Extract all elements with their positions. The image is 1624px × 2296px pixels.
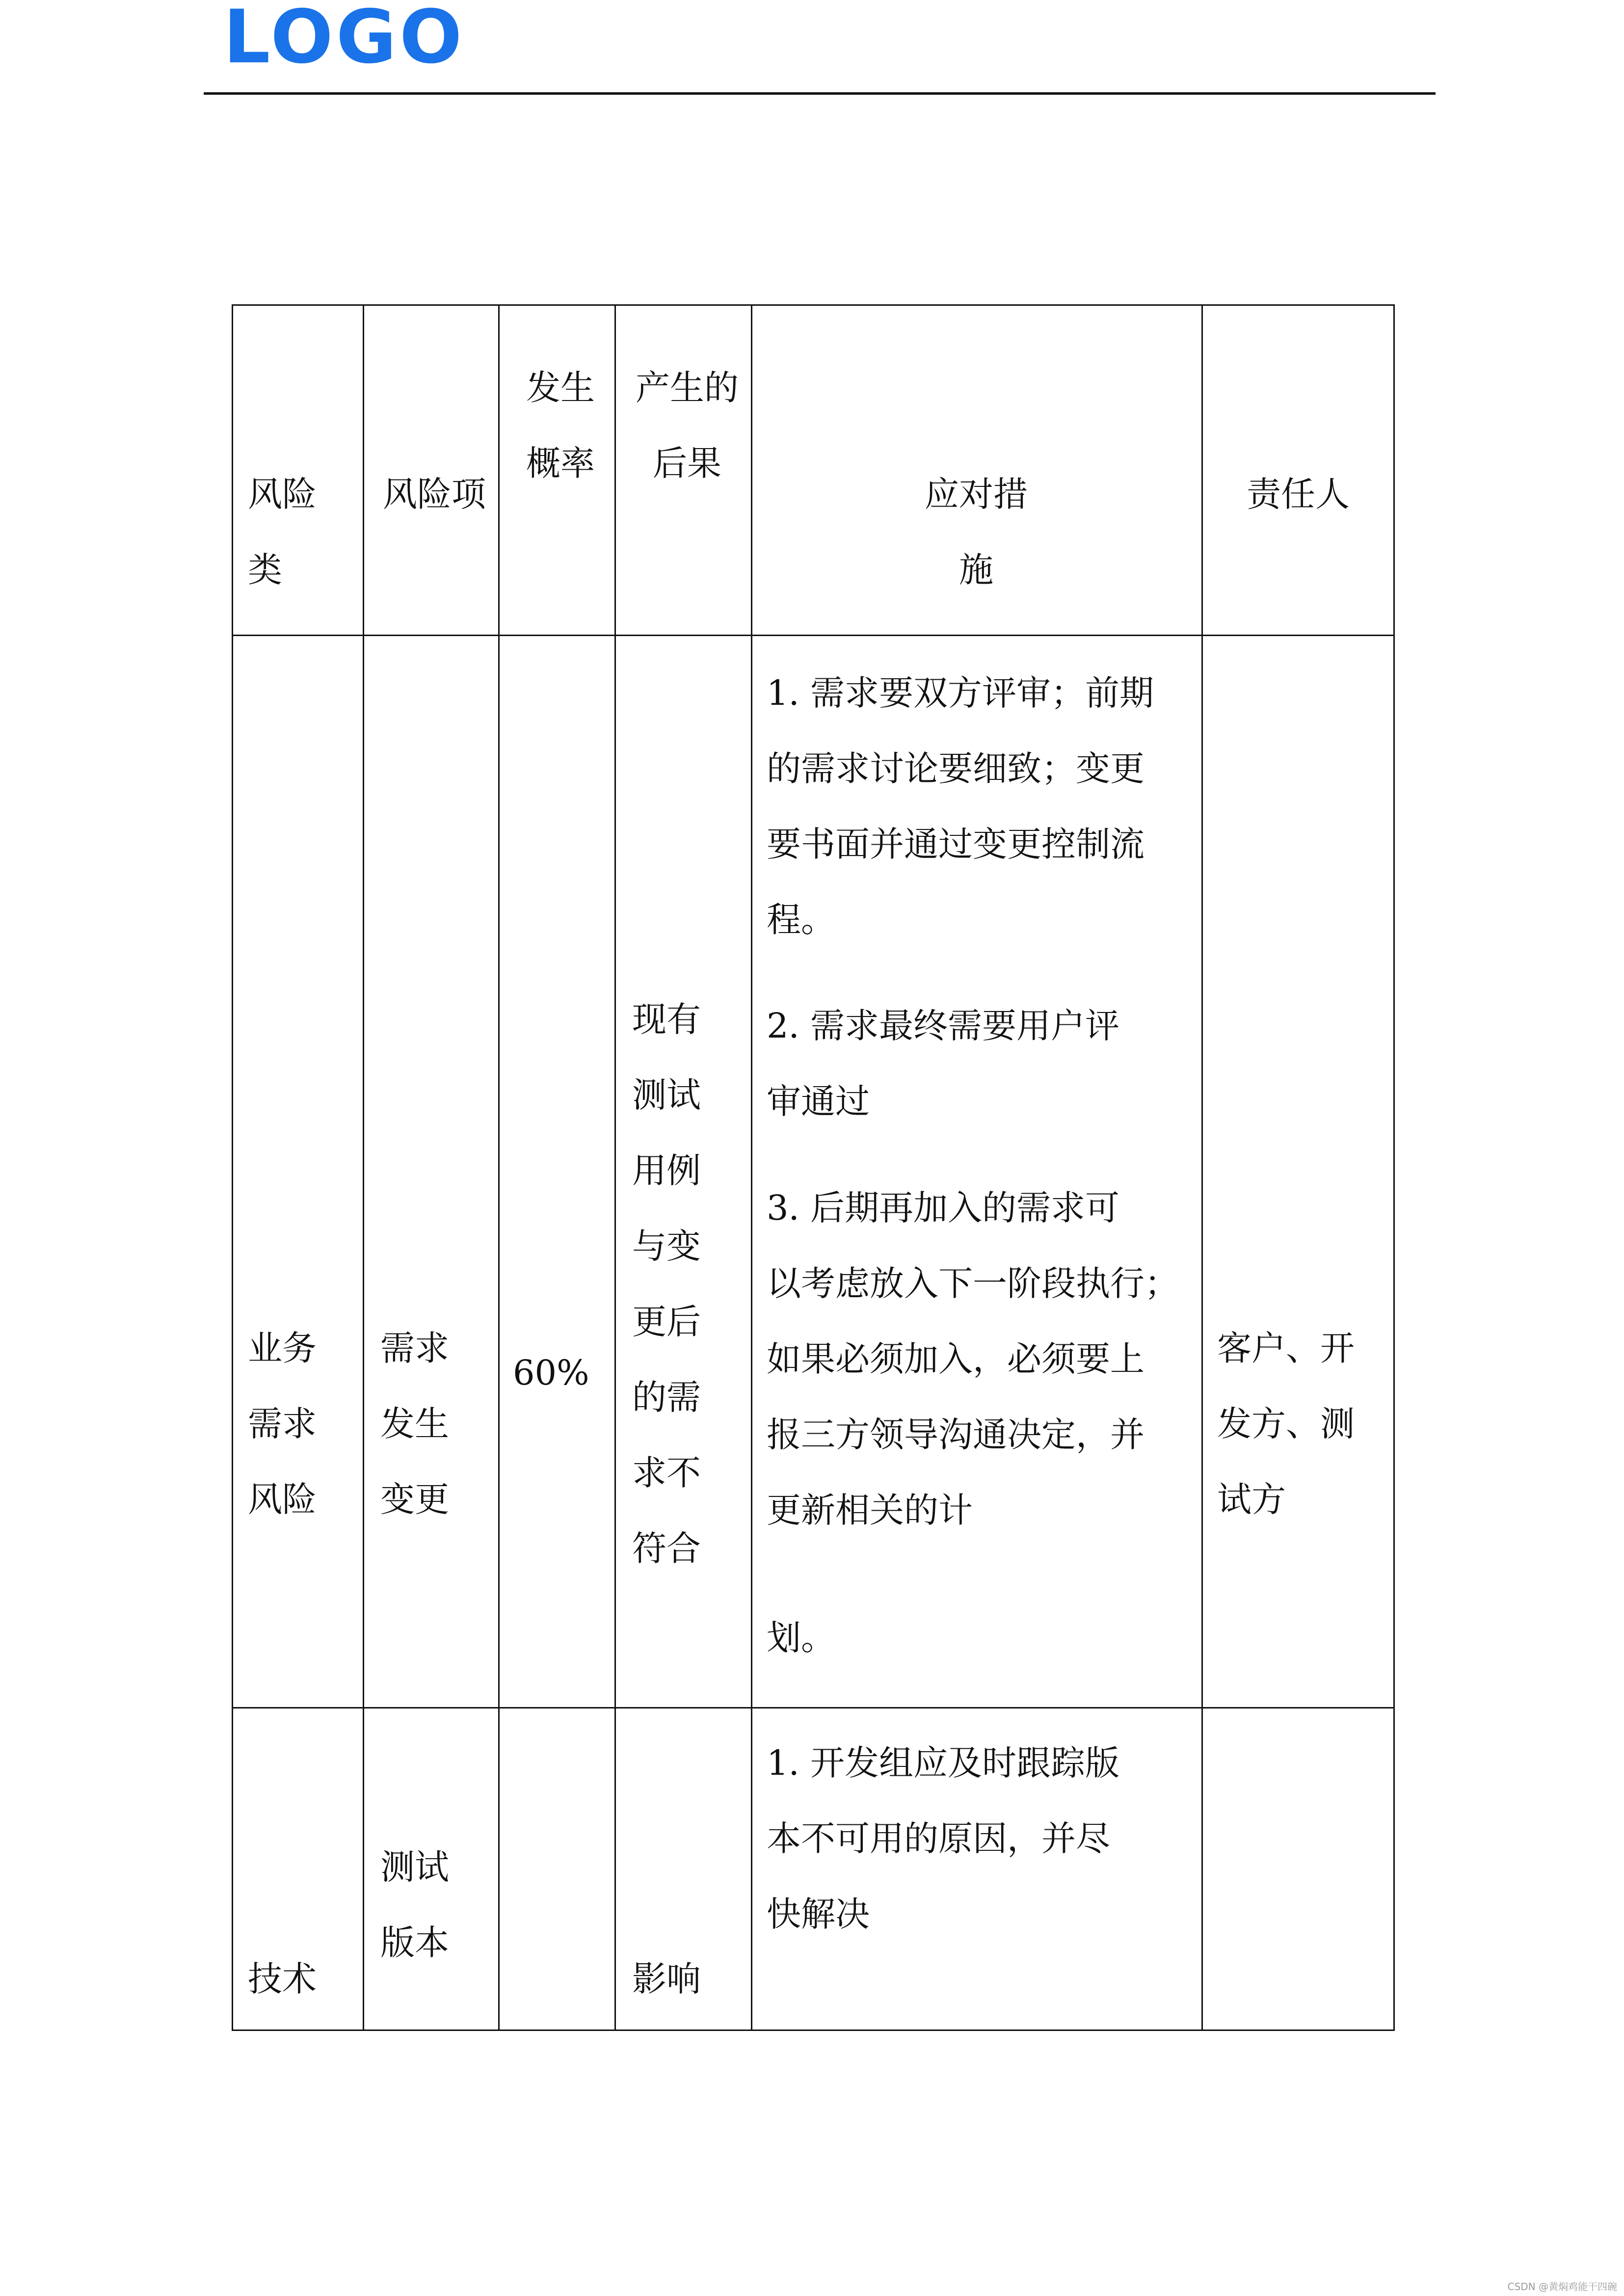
header-probability: 发生 概率 [526,368,595,483]
row-divider [232,635,1395,636]
row2-consequence: 影响 [632,1959,701,1999]
row2-risk-item: 测试 版本 [380,1847,449,1963]
watermark: CSDN @黄焖鸡能干四碗 [1507,2281,1617,2293]
header-owner: 责任人 [1247,474,1350,514]
header-divider [204,92,1436,95]
row1-consequence: 现有 测试 用例 与变 更后 的需 求不 符合 [632,999,701,1569]
row2-risk-category: 技术 [248,1959,317,1999]
column-divider [498,304,500,2031]
column-divider [363,304,364,2031]
row1-probability: 60% [513,1353,589,1393]
row1-risk-category: 业务 需求 风险 [248,1328,317,1520]
logo-icon [223,0,465,80]
row2-measures: 1. 开发组应及时跟踪版 本不可用的原因，并尽 快解决 [767,1743,1120,1934]
header-measures: 应对措 施 [925,474,1028,590]
header-risk-item: 风险项 [383,474,486,514]
company-logo [223,0,465,80]
row1-owner: 客户、开 发方、测 试方 [1217,1328,1355,1520]
row-divider [232,1707,1395,1709]
header-risk-category: 风险 类 [248,474,317,590]
row1-risk-item: 需求 发生 变更 [380,1328,449,1520]
column-divider [1201,304,1203,2031]
column-divider [614,304,616,2031]
logo-text: LOGO [223,0,465,80]
header-consequence: 产生的 后果 [636,368,739,483]
